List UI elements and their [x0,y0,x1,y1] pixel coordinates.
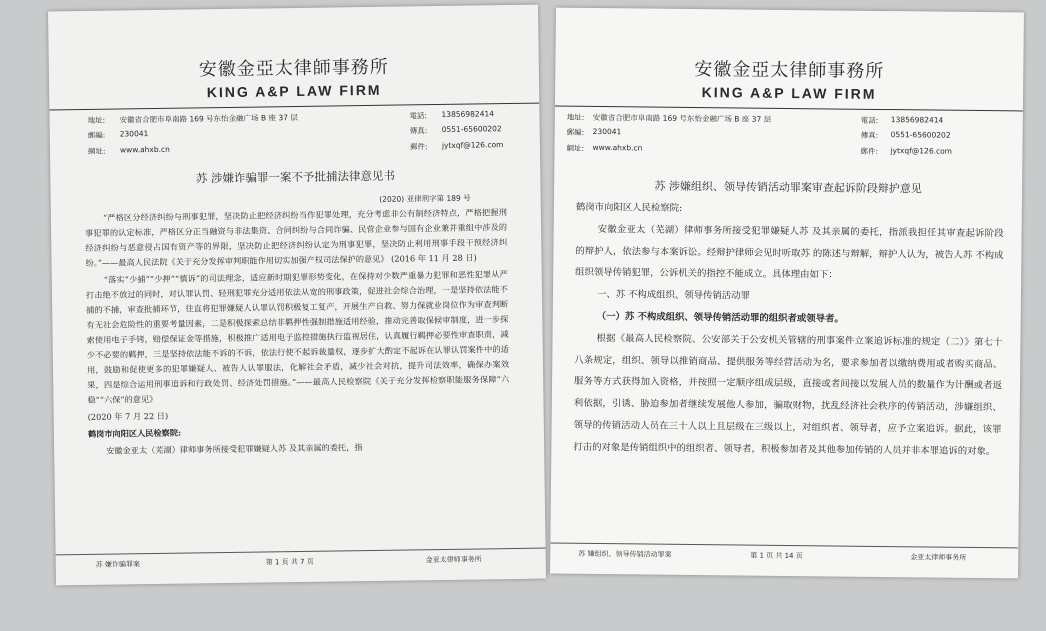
firm-name-english: KING A&P LAW FIRM [701,84,877,102]
phone-label: 電話: [860,115,879,125]
email: jytxqf@126.com [441,140,504,150]
letterhead-info [554,109,1023,166]
zip-label: 郵編: [87,130,106,140]
fax-label: 傳真: [409,126,428,136]
firm-name-chinese: 安徽金亞太律師事務所 [694,59,885,83]
document-body [51,205,544,460]
fax-label: 傳真: [860,130,879,140]
document-number: (2020) 亚律刑字第 189 号 [379,193,471,204]
address: 安徽省合肥市阜南路 169 号东怡金融广场 B 座 37 层 [592,112,772,124]
website: www.ahxb.cn [119,144,170,155]
quote-paragraph: “落实“少捕”“少押”“慎诉”的司法理念，适应新时期犯罪形势变化，在保持对少数严重暴力犯罪和恶性犯罪从严打击绝不放过的同时，对认罪认罚、轻刑犯罪充分适用依法从宽的刑事政策，促进社会综合治理，一是坚持依法能不捕的不捕，审查批捕环节，往直将犯罪嫌疑人认罪认罚积极复工复产，开展生产自救、努力保就业岗位作为审查判断有无社会危险性的重要考量因素，二是积极探索总结非羁押性强制措施适用经验，推动完善取保候审制度，进一步探索使用电子手铐，赔偿保证金等措施，积极推广适用电子监控措施执行监视居住，认真履行羁押必要性审查职责，减少不必要的羁押，三是坚持依法能不诉的不诉，依法行使不起诉裁量权，逐步扩大酌定不起诉在认罪认罚案件中的适用，鼓励和促使更多的犯罪嫌疑人、被告人认罪服法，化解社会矛盾，减少社会对抗，提升司法效率，确保办案效果，四是综合运用刑事追诉和行政处罚、经济处罚措施。”——最高人民检察院《关于充分发挥检察职能服务保障“六稳”“六保”的意见》 [85,269,510,405]
fax: 0551-65600202 [890,130,951,140]
footer-page-number: 第 1 页 共 7 页 [265,557,314,567]
footer-case-name: 苏 嫌诈骗罪案 [95,560,141,569]
web-label: 網址: [566,143,585,153]
address-label: 地址: [566,112,585,122]
body-paragraph: 根据《最高人民检察院、公安部关于公安机关管辖的刑事案件立案追诉标准的规定（二）》第七十八条规定，组织、领导以推销商品、提供服务等经营活动为名，要求参加者以缴纳费用或者购买商品、服务等方式获得加入资格，并按照一定顺序组成层级，直接或者间接以发展人员的数量作为计酬或者返利依据，引诱、胁迫参加者继续发展他人参加，骗取财物，扰乱经济社会秩序的传销活动，涉嫌组织、领导的传销活动人员在三十人以上且层级在三级以上，对组织者、领导者，应予立案追诉。据此，该罪打击的对象是传销组织中的组织者、领导者，积极参加者及其他参加传销的人员并非本罪追诉的对象。 [573,332,1003,457]
phone: 13856982414 [441,109,495,119]
letterhead-info [49,106,540,165]
website: www.ahxb.cn [592,142,643,153]
footer-case-name: 苏 嫌组织、领导传销活动罪案 [578,549,672,559]
zip: 230041 [592,126,622,137]
document-body [551,197,1022,463]
addressee: 鹤岗市向阳区人民检察院: [575,201,683,214]
quote-date: (2020 年 7 月 22 日) [87,410,169,422]
right-document-page [550,8,1024,579]
section-heading: 一、苏 不构成组织、领导传销活动罪 [596,289,751,302]
addressee: 鹤岗市向阳区人民检察院: [87,427,182,439]
page-footer [56,548,546,570]
page-footer [550,543,1018,563]
footer-page-number: 第 1 页 共 14 页 [750,551,803,561]
web-label: 網址: [87,146,106,156]
address: 安徽省合肥市阜南路 169 号东怡金融广场 B 座 37 层 [119,112,298,125]
document-title: 苏 涉嫌组织、领导传销活动罪案审查起诉阶段辩护意见 [654,179,922,196]
body-paragraph: 安徽金亚太（芜湖）律师事务所接受犯罪嫌疑人苏 及其亲属的委托，指 [106,442,363,456]
phone: 13856982414 [890,115,944,125]
firm-name-chinese: 安徽金亞太律師事務所 [198,56,389,81]
body-paragraph: 安徽金亚太（芜湖）律师事务所接受犯罪嫌疑人苏 及其亲属的委托，指派我担任其审查起诉阶段的辩护人，依法参与本案诉讼。经辩护律师会见时听取苏 的陈述与辩解，辩护人认为，被告人苏 不构成组织领导传销犯罪，公诉机关的指控不能成立。具体理由如下： [575,223,1004,281]
left-document-page [48,5,546,586]
firm-name-english: KING A&P LAW FIRM [206,81,382,101]
email-label: 郵件: [860,146,879,156]
zip: 230041 [119,129,149,139]
quote-paragraph: “严格区分经济纠纷与刑事犯罪，坚决防止把经济纠纷当作犯罪处理，充分考虑非公有制经济特点，严格把握刑事犯罪的认定标准，严格区分正当融资与非法集资、合同纠纷与合同诈骗、民营企业参与国有企业兼并重组中涉及的经济纠纷与恶意侵占国有资产等的界限，坚决防止把经济纠纷认定为刑事犯罪，坚决防止利用刑事手段干预经济纠纷。”——最高人民法院《关于充分发挥审判职能作用切实加强产权司法保护的意见》 (2016 年 11 月 28 日) [85,207,508,268]
subsection-heading: （一）苏 不构成组织、领导传销活动罪的组织者或领导者。 [596,310,844,325]
phone-label: 電話: [409,111,428,121]
email-label: 郵件: [409,142,428,152]
footer-firm: 金亚太律师事务所 [910,553,967,562]
document-title: 苏 涉嫌诈骗罪一案不予批捕法律意见书 [195,168,396,186]
zip-label: 郵編: [566,127,585,137]
footer-firm: 金亚太律师事务所 [425,555,482,565]
email: jytxqf@126.com [890,146,953,156]
fax: 0551-65600202 [441,124,502,134]
address-label: 地址: [87,115,106,125]
